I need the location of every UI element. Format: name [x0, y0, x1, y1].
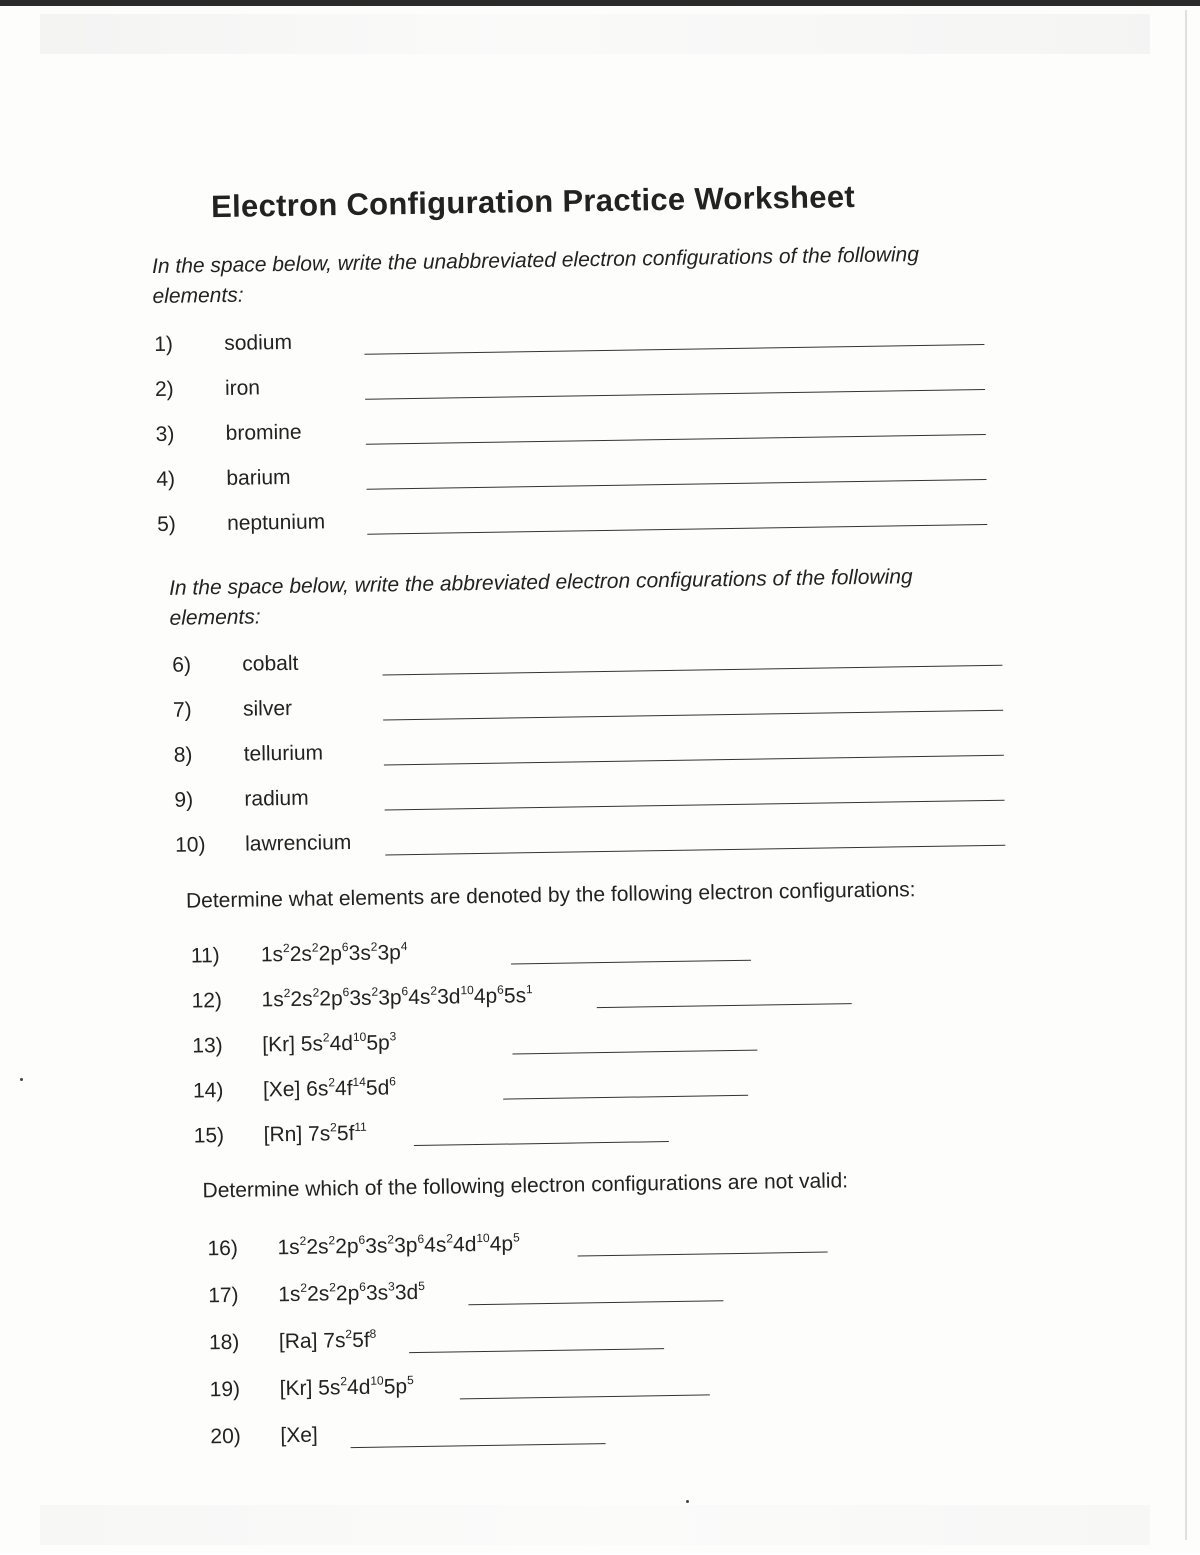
config-superscript: 3: [389, 1029, 397, 1044]
config-superscript: 6: [358, 1232, 366, 1247]
config-text: 3s: [365, 1234, 388, 1258]
item-number: 6): [172, 653, 192, 677]
list-item: [156, 455, 986, 502]
config-superscript: 2: [446, 1231, 454, 1246]
electron-configuration: [261, 941, 408, 967]
config-superscript: 10: [352, 1029, 367, 1044]
config-superscript: 2: [370, 939, 378, 954]
answer-line[interactable]: [383, 710, 1003, 721]
item-number: 20): [210, 1424, 241, 1449]
electron-configuration: [263, 1119, 368, 1148]
item-number: 7): [172, 698, 192, 722]
config-superscript: 2: [311, 940, 319, 955]
answer-line[interactable]: [385, 800, 1005, 811]
answer-line[interactable]: [512, 1050, 757, 1055]
answer-line[interactable]: [367, 479, 987, 490]
list-item: [193, 1068, 953, 1114]
element-name: iron: [224, 376, 261, 400]
config-superscript: 10: [370, 1373, 384, 1388]
config-text: 3s: [365, 1281, 389, 1305]
electron-configuration: [280, 1424, 318, 1449]
answer-line[interactable]: [384, 755, 1004, 766]
section3-heading: Determine what elements are denoted by the following electron configurations:: [185, 878, 916, 913]
config-superscript: 2: [430, 983, 438, 998]
config-text: 1s: [278, 1282, 301, 1307]
config-superscript: 8: [369, 1326, 377, 1341]
config-text: 2s: [289, 942, 313, 966]
page-title: Electron Configuration Practice Worksheet: [210, 178, 856, 225]
config-text: [Kr] 5s: [279, 1376, 341, 1401]
config-text: 3p: [393, 1233, 418, 1258]
element-name: sodium: [224, 330, 293, 355]
answer-line[interactable]: [351, 1443, 606, 1448]
config-text: 4s: [408, 985, 431, 1010]
electron-configuration: [278, 1326, 377, 1355]
element-name: tellurium: [243, 741, 324, 766]
item-number: 18): [208, 1330, 240, 1355]
section2-instructions: In the space below, write the abbreviated electron configurations of the following elements:: [168, 565, 913, 630]
config-superscript: 2: [300, 1280, 308, 1295]
config-superscript: 3: [387, 1279, 395, 1294]
element-name: neptunium: [226, 510, 326, 535]
config-superscript: 6: [359, 1279, 367, 1294]
list-item: [175, 821, 1005, 868]
config-text: 4d: [329, 1031, 354, 1056]
element-name: barium: [226, 465, 291, 490]
answer-line[interactable]: [385, 845, 1005, 856]
list-item: [172, 641, 1002, 688]
list-item: [155, 365, 985, 412]
config-text: 5p: [366, 1031, 390, 1055]
config-superscript: 2: [340, 1374, 348, 1389]
config-text: 3d: [394, 1280, 419, 1305]
config-text: 5s: [503, 984, 527, 1008]
config-text: 1s: [261, 988, 284, 1012]
element-name: silver: [242, 696, 293, 721]
config-text: 4d: [346, 1375, 371, 1400]
config-text: 3s: [349, 986, 372, 1011]
config-superscript: 4: [400, 939, 408, 954]
config-text: 3s: [348, 941, 372, 966]
config-superscript: 10: [460, 983, 474, 998]
config-text: 5f: [336, 1121, 355, 1146]
config-text: [Ra] 7s: [278, 1329, 346, 1354]
config-superscript: 6: [389, 1074, 396, 1089]
config-text: 5d: [365, 1076, 390, 1100]
item-number: 5): [156, 512, 176, 536]
config-text: 4s: [423, 1233, 447, 1257]
list-item: [208, 1272, 968, 1318]
item-number: 10): [174, 833, 206, 857]
config-text: 2s: [306, 1282, 330, 1306]
item-number: 15): [193, 1124, 225, 1148]
item-number: 19): [209, 1377, 241, 1402]
config-text: 2p: [335, 1234, 359, 1259]
config-text: [Xe] 6s: [262, 1077, 329, 1102]
answer-line[interactable]: [367, 524, 987, 535]
element-name: lawrencium: [244, 830, 352, 856]
item-number: 12): [191, 989, 223, 1013]
config-text: 3p: [378, 986, 402, 1010]
answer-line[interactable]: [468, 1300, 723, 1305]
element-name: cobalt: [242, 651, 299, 676]
config-text: [Rn] 7s: [263, 1122, 331, 1147]
electron-configuration: [263, 1076, 396, 1102]
config-text: [Xe]: [280, 1423, 318, 1448]
config-text: 2s: [290, 987, 313, 1011]
item-number: 2): [154, 377, 174, 402]
list-item: [174, 776, 1004, 823]
config-text: 2p: [319, 987, 343, 1011]
answer-line[interactable]: [366, 434, 986, 445]
config-superscript: 10: [476, 1230, 490, 1246]
electron-configuration: [277, 1232, 520, 1260]
config-text: 1s: [260, 943, 284, 967]
list-item: [154, 320, 984, 367]
config-superscript: 2: [371, 984, 379, 999]
answer-line[interactable]: [382, 665, 1002, 676]
item-number: 11): [190, 944, 220, 968]
config-text: 4f: [334, 1077, 353, 1101]
answer-line[interactable]: [364, 344, 984, 355]
config-superscript: 2: [312, 985, 320, 1000]
config-superscript: 6: [401, 984, 409, 999]
config-superscript: 2: [322, 1030, 330, 1045]
section4-heading: Determine which of the following electron configurations are not valid:: [202, 1169, 849, 1203]
config-text: 1s: [277, 1235, 300, 1260]
config-superscript: 2: [282, 940, 290, 956]
answer-line[interactable]: [511, 960, 751, 965]
config-superscript: 5: [512, 1230, 520, 1245]
config-superscript: 11: [354, 1119, 367, 1134]
answer-line[interactable]: [460, 1394, 710, 1399]
config-text: [Kr] 5s: [262, 1032, 324, 1057]
element-name: radium: [244, 786, 309, 811]
list-item: [192, 1023, 952, 1069]
electron-configuration: [261, 984, 533, 1012]
config-superscript: 2: [283, 985, 291, 1001]
list-item: [194, 1113, 954, 1159]
config-superscript: 6: [417, 1231, 425, 1246]
answer-line[interactable]: [409, 1348, 664, 1353]
config-superscript: 6: [341, 940, 349, 955]
electron-configuration: [262, 1031, 397, 1057]
section1-instructions: In the space below, write the unabbreviated electron configurations of the following elements:: [151, 243, 920, 309]
item-number: 1): [154, 332, 174, 357]
config-superscript: 1: [525, 982, 533, 997]
list-item: [173, 686, 1003, 733]
config-text: 2s: [306, 1235, 329, 1259]
config-text: 4p: [473, 984, 498, 1009]
config-superscript: 2: [328, 1233, 336, 1248]
config-superscript: 6: [497, 982, 504, 997]
config-superscript: 5: [406, 1373, 414, 1388]
list-item: [209, 1319, 969, 1365]
config-text: 5f: [351, 1328, 370, 1353]
config-superscript: 2: [345, 1327, 353, 1342]
answer-line[interactable]: [365, 389, 985, 400]
item-number: 17): [208, 1283, 239, 1308]
item-number: 9): [174, 788, 194, 812]
item-number: 8): [173, 743, 193, 767]
answer-line[interactable]: [578, 1252, 828, 1257]
answer-line[interactable]: [597, 1003, 852, 1008]
list-item: [210, 1366, 970, 1412]
config-superscript: 2: [329, 1280, 336, 1295]
item-number: 3): [155, 422, 175, 447]
config-text: 5p: [383, 1375, 408, 1399]
element-name: bromine: [225, 420, 302, 445]
config-superscript: 14: [352, 1074, 366, 1089]
config-text: 4p: [489, 1232, 514, 1256]
config-superscript: 6: [342, 985, 350, 1000]
list-item: [191, 933, 951, 979]
config-superscript: 2: [299, 1233, 307, 1248]
answer-line[interactable]: [503, 1095, 748, 1100]
config-text: 3p: [377, 941, 402, 965]
list-item: [210, 1413, 970, 1459]
config-superscript: 5: [418, 1278, 425, 1293]
item-number: 16): [207, 1236, 239, 1261]
config-superscript: 2: [328, 1075, 336, 1090]
item-number: 14): [192, 1079, 224, 1103]
config-text: 4d: [452, 1233, 477, 1257]
answer-line[interactable]: [414, 1141, 669, 1146]
config-superscript: 2: [330, 1120, 337, 1135]
electron-configuration: [278, 1278, 425, 1307]
list-item: [156, 410, 986, 457]
list-item: [207, 1225, 967, 1271]
electron-configuration: [280, 1375, 415, 1401]
list-item: [191, 978, 951, 1024]
config-text: 2p: [318, 942, 343, 966]
config-text: 3d: [436, 985, 461, 1009]
list-item: [157, 500, 987, 547]
config-text: 2p: [335, 1281, 360, 1306]
item-number: 4): [156, 467, 176, 492]
list-item: [174, 731, 1004, 778]
config-superscript: 2: [387, 1232, 395, 1247]
item-number: 13): [192, 1034, 223, 1058]
